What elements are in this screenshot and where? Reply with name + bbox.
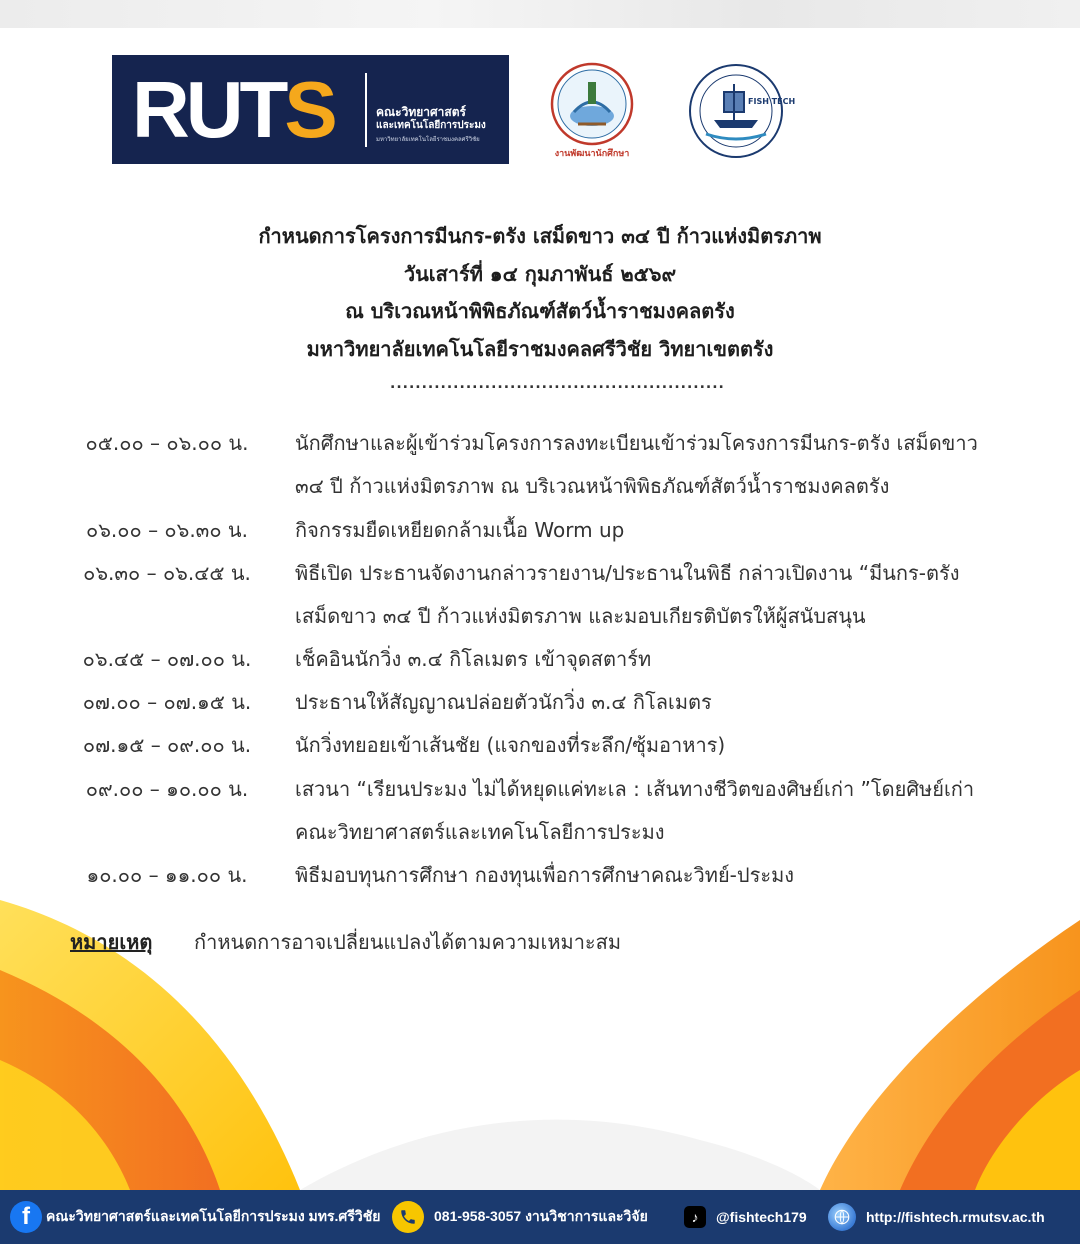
top-strip	[0, 0, 1080, 28]
phone-number: 081-958-3057 งานวิชาการและวิจัย	[434, 1208, 648, 1224]
schedule-activity	[295, 724, 1015, 767]
heading-line4: มหาวิทยาลัยเทคโนโลยีราชมงคลศรีวิชัย วิทยาเขตตรัง	[306, 336, 774, 361]
ruts-wordmark: RUTS	[132, 65, 334, 154]
footer-phone[interactable]	[392, 1190, 648, 1244]
footer-tiktok[interactable]	[684, 1190, 807, 1244]
schedule-time: ๐๙.๐๐ – ๑๐.๐๐ น.	[85, 777, 249, 801]
activity-line: ประธานให้สัญญาณปล่อยตัวนักวิ่ง ๓.๔ กิโลเมตร	[295, 690, 712, 714]
activity-line: พิธีมอบทุนการศึกษา กองทุนเพื่อการศึกษาคณะวิทย์-ประมง	[295, 863, 795, 887]
schedule-time: ๐๗.๑๕ – ๐๙.๐๐ น.	[82, 733, 252, 757]
ruts-faculty-name	[376, 105, 486, 147]
schedule-activity	[295, 422, 1015, 508]
activity-line: ๓๔ ปี ก้าวแห่งมิตรภาพ ณ บริเวณหน้าพิพิธภัณฑ์สัตว์น้ำราชมงคลตรัง	[295, 474, 890, 498]
footer-website[interactable]	[828, 1190, 1045, 1244]
facebook-icon: f	[10, 1201, 42, 1233]
footer-facebook[interactable]	[10, 1190, 380, 1244]
note-text: กำหนดการอาจเปลี่ยนแปลงได้ตามความเหมาะสม	[194, 930, 622, 954]
faculty-line2: และเทคโนโลยีการประมง	[376, 120, 486, 131]
activity-line: เสวนา “เรียนประมง ไม่ได้หยุดแค่ทะเล : เส้นทางชีวิตของศิษย์เก่า ”โดยศิษย์เก่า	[295, 777, 975, 801]
schedule-time: ๐๖.๐๐ – ๐๖.๓๐ น.	[86, 518, 248, 542]
activity-line: เสม็ดขาว ๓๔ ปี ก้าวแห่งมิตรภาพ และมอบเกียรติบัตรให้ผู้สนับสนุน	[295, 604, 866, 628]
student-affairs-caption: งานพัฒนานักศึกษา	[554, 149, 630, 159]
note-label: หมายเหตุ	[70, 930, 153, 954]
fishtech-seal-icon	[686, 62, 796, 160]
schedule-time: ๐๖.๔๕ – ๐๗.๐๐ น.	[82, 647, 252, 671]
activity-line: เช็คอินนักวิ่ง ๓.๔ กิโลเมตร เข้าจุดสตาร์ท	[295, 647, 652, 671]
heading-separator: .....................................................	[390, 376, 725, 392]
activity-line: นักวิ่งทยอยเข้าเส้นชัย (แจกของที่ระลึก/ซุ้มอาหาร)	[295, 733, 726, 757]
activity-line: พิธีเปิด ประธานจัดงานกล่าวรายงาน/ประธานในพิธี กล่าวเปิดงาน “มีนกร-ตรัง	[295, 561, 960, 585]
schedule-activity	[295, 768, 1015, 854]
tiktok-icon: ♪	[684, 1206, 706, 1228]
heading-line1: กำหนดการโครงการมีนกร-ตรัง เสม็ดขาว ๓๔ ปี ก้าวแห่งมิตรภาพ	[258, 224, 822, 248]
schedule-time: ๐๖.๓๐ – ๐๖.๔๕ น.	[83, 561, 251, 585]
activity-line: กิจกรรมยืดเหยียดกล้ามเนื้อ Worm up	[295, 518, 625, 542]
logo-divider	[365, 73, 367, 147]
phone-icon	[392, 1201, 424, 1233]
schedule-activity	[295, 638, 1015, 681]
website-url: http://fishtech.rmutsv.ac.th	[866, 1209, 1045, 1225]
heading-line2: วันเสาร์ที่ ๑๔ กุมภาพันธ์ ๒๕๖๙	[403, 261, 677, 286]
footer-bar	[0, 1190, 1080, 1244]
schedule-time: ๑๐.๐๐ – ๑๑.๐๐ น.	[86, 863, 248, 887]
event-heading	[0, 218, 1080, 368]
ruts-logo	[112, 55, 509, 164]
globe-icon	[828, 1203, 856, 1231]
tiktok-handle: @fishtech179	[716, 1209, 807, 1225]
fishtech-seal-text: FISH TECH	[748, 97, 796, 106]
activity-line: คณะวิทยาศาสตร์และเทคโนโลยีการประมง	[295, 820, 665, 844]
schedule-activity	[295, 854, 1015, 897]
schedule-time: ๐๕.๐๐ – ๐๖.๐๐ น.	[85, 431, 249, 455]
facebook-page-name: คณะวิทยาศาสตร์และเทคโนโลยีการประมง มทร.ศรีวิชัย	[46, 1208, 381, 1224]
faculty-line1: คณะวิทยาศาสตร์	[376, 105, 466, 119]
heading-line3: ณ บริเวณหน้าพิพิธภัณฑ์สัตว์น้ำราชมงคลตรัง	[345, 299, 735, 323]
faculty-line3: มหาวิทยาลัยเทคโนโลยีราชมงคลศรีวิชัย	[376, 136, 480, 143]
schedule-time: ๐๗.๐๐ – ๐๗.๑๕ น.	[82, 690, 252, 714]
schedule-activity	[295, 509, 1015, 552]
activity-line: นักศึกษาและผู้เข้าร่วมโครงการลงทะเบียนเข้าร่วมโครงการมีนกร-ตรัง เสม็ดขาว	[295, 431, 978, 455]
schedule-activity	[295, 552, 1015, 638]
schedule-activity	[295, 681, 1015, 724]
